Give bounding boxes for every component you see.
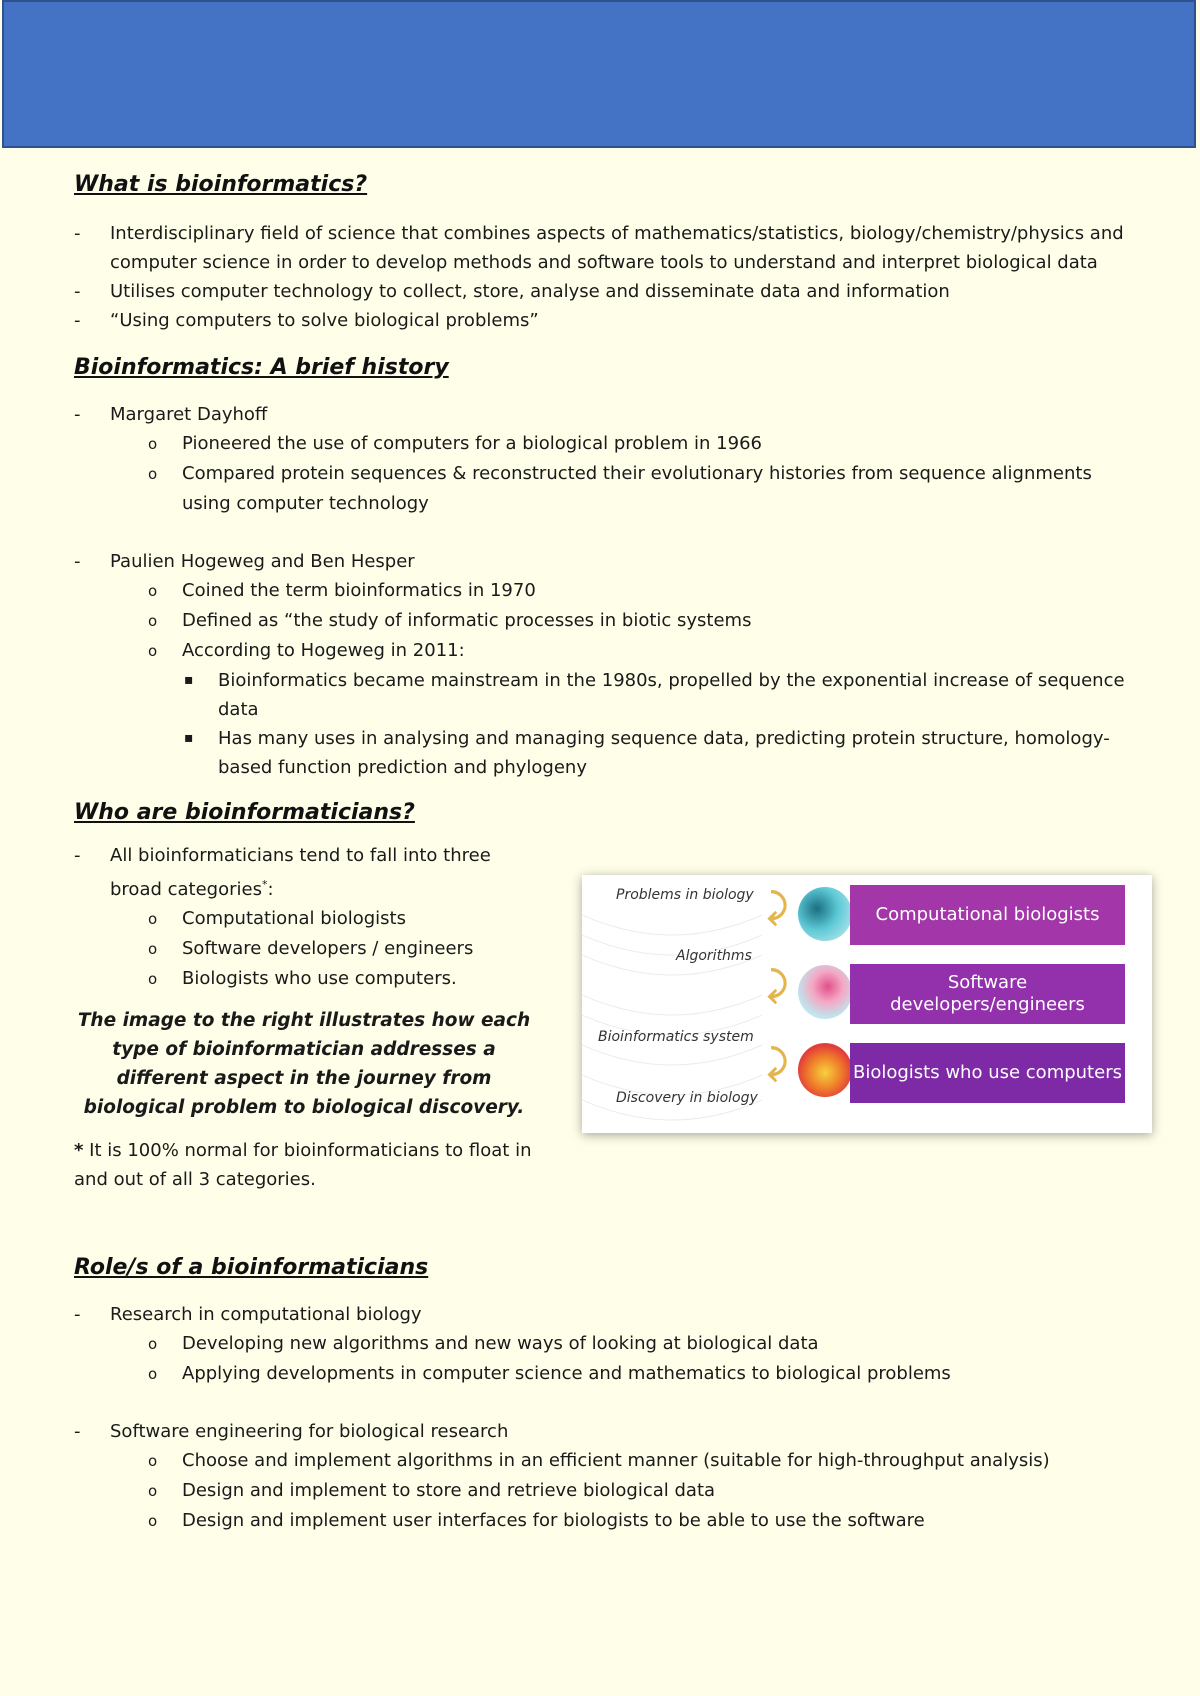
pink-sphere-icon <box>798 965 852 1019</box>
who-text-column <box>74 841 544 1194</box>
sub-item: o Pioneered the use of computers for a biological problem in 1966 <box>74 429 1134 459</box>
subsub-item: ▪ Bioinformatics became mainstream in the 1980s, propelled by the exponential increase of sequence data <box>182 666 1134 724</box>
document-body <box>74 172 1134 1536</box>
subsub-item: ▪ Has many uses in analysing and managing sequence data, predicting protein structure, homology-based function prediction and phylogeny <box>182 724 1134 782</box>
figure-label: Problems in biology <box>616 887 754 903</box>
section-heading-roles: Role/s of a bioinformaticians <box>74 1255 429 1280</box>
sub-item: o Design and implement user interfaces for biologists to be able to use the software <box>74 1506 1134 1536</box>
sub-item: o Design and implement to store and retrieve biological data <box>74 1476 1134 1506</box>
list-item <box>74 547 1134 782</box>
figure-label: Bioinformatics system <box>598 1029 754 1045</box>
sub-item: o Defined as “the study of informatic processes in biotic systems <box>74 606 1134 636</box>
sub-item: o Choose and implement algorithms in an efficient manner (suitable for high-throughput analysis) <box>74 1446 1134 1476</box>
curved-arrow-icon: ⤸ <box>767 887 788 927</box>
teal-sphere-icon <box>798 887 852 941</box>
figure-label: Discovery in biology <box>616 1090 758 1106</box>
sub-item: o Software developers / engineers <box>74 934 544 964</box>
emphasis-paragraph: The image to the right illustrates how each type of bioinformatician addresses a different aspect in the journey from biological problem to biological discovery. <box>77 1010 531 1118</box>
section-heading-what-is: What is bioinformatics? <box>74 172 368 197</box>
section-heading-history: Bioinformatics: A brief history <box>74 355 449 380</box>
history-list-2 <box>74 547 1134 782</box>
dayhoff-sublist <box>110 429 1134 519</box>
hogeweg-subsublist <box>182 666 1134 782</box>
sub-item: o Biologists who use computers. <box>74 964 544 994</box>
header-banner <box>2 0 1196 148</box>
roles-list <box>74 1300 1134 1389</box>
categories-sublist <box>110 904 544 994</box>
history-list <box>74 400 1134 519</box>
orange-sphere-icon <box>798 1043 852 1097</box>
sub-item: o Coined the term bioinformatics in 1970 <box>74 576 1134 606</box>
bioinformatician-types-figure <box>582 875 1152 1133</box>
list-item: - Research in computational biology o Developing new algorithms and new ways of looking at biological data o Applying developments in computer science and mathematics to biological problems <box>74 1300 1134 1389</box>
sub-item: o Compared protein sequences & reconstructed their evolutionary histories from sequence alignments using computer technology <box>74 459 1134 519</box>
list-item: - Utilises computer technology to collect, store, analyse and disseminate data and information <box>74 277 1134 306</box>
sub-item: o Developing new algorithms and new ways of looking at biological data <box>74 1329 1134 1359</box>
who-list <box>74 841 544 994</box>
research-sublist <box>110 1329 1134 1389</box>
curved-arrow-icon: ⤸ <box>767 1043 788 1083</box>
sub-item: o Applying developments in computer science and mathematics to biological problems <box>74 1359 1134 1389</box>
list-item: - “Using computers to solve biological problems” <box>74 306 1134 335</box>
box-software-developers: Software developers/engineers <box>850 964 1125 1024</box>
sub-item: o Computational biologists <box>74 904 544 934</box>
list-item: - Interdisciplinary field of science that combines aspects of mathematics/statistics, biology/chemistry/physics and computer science in order to develop methods and software tools to understand and interpret biological data <box>74 219 1134 277</box>
list-item: - All bioinformaticians tend to fall into three broad categories*: o Computational biologists o Software developers / engineers o Biologists who use computers. <box>74 841 544 994</box>
sub-item: o According to Hogeweg in 2011: ▪ Bioinformatics became mainstream in the 1980s, propelled by the exponential increase of sequence data ▪ Has many uses in analysing and managing sequence data, predicting protein structure, homology-based function prediction and phylogeny <box>74 636 1134 782</box>
person-hogeweg: Paulien Hogeweg and Ben Hesper <box>110 551 415 572</box>
roles-list-2 <box>74 1417 1134 1536</box>
who-section <box>74 841 1134 1251</box>
box-biologists: Biologists who use computers <box>850 1043 1125 1103</box>
hogeweg-sublist <box>110 576 1134 782</box>
footnote: * It is 100% normal for bioinformaticians to float in and out of all 3 categories. <box>74 1140 532 1190</box>
figure-label: Algorithms <box>676 948 752 964</box>
engineering-sublist <box>110 1446 1134 1536</box>
section-heading-who: Who are bioinformaticians? <box>74 800 415 825</box>
what-is-list <box>74 219 1134 335</box>
list-item <box>74 400 1134 519</box>
person-dayhoff: Margaret Dayhoff <box>110 404 268 425</box>
curved-arrow-icon: ⤸ <box>767 965 788 1005</box>
box-computational-biologists: Computational biologists <box>850 885 1125 945</box>
list-item: - Software engineering for biological research o Choose and implement algorithms in an efficient manner (suitable for high-throughput analysis) o Design and implement to store and retrieve biological data o Design and implement user interfaces for biologists to be able to use the software <box>74 1417 1134 1536</box>
